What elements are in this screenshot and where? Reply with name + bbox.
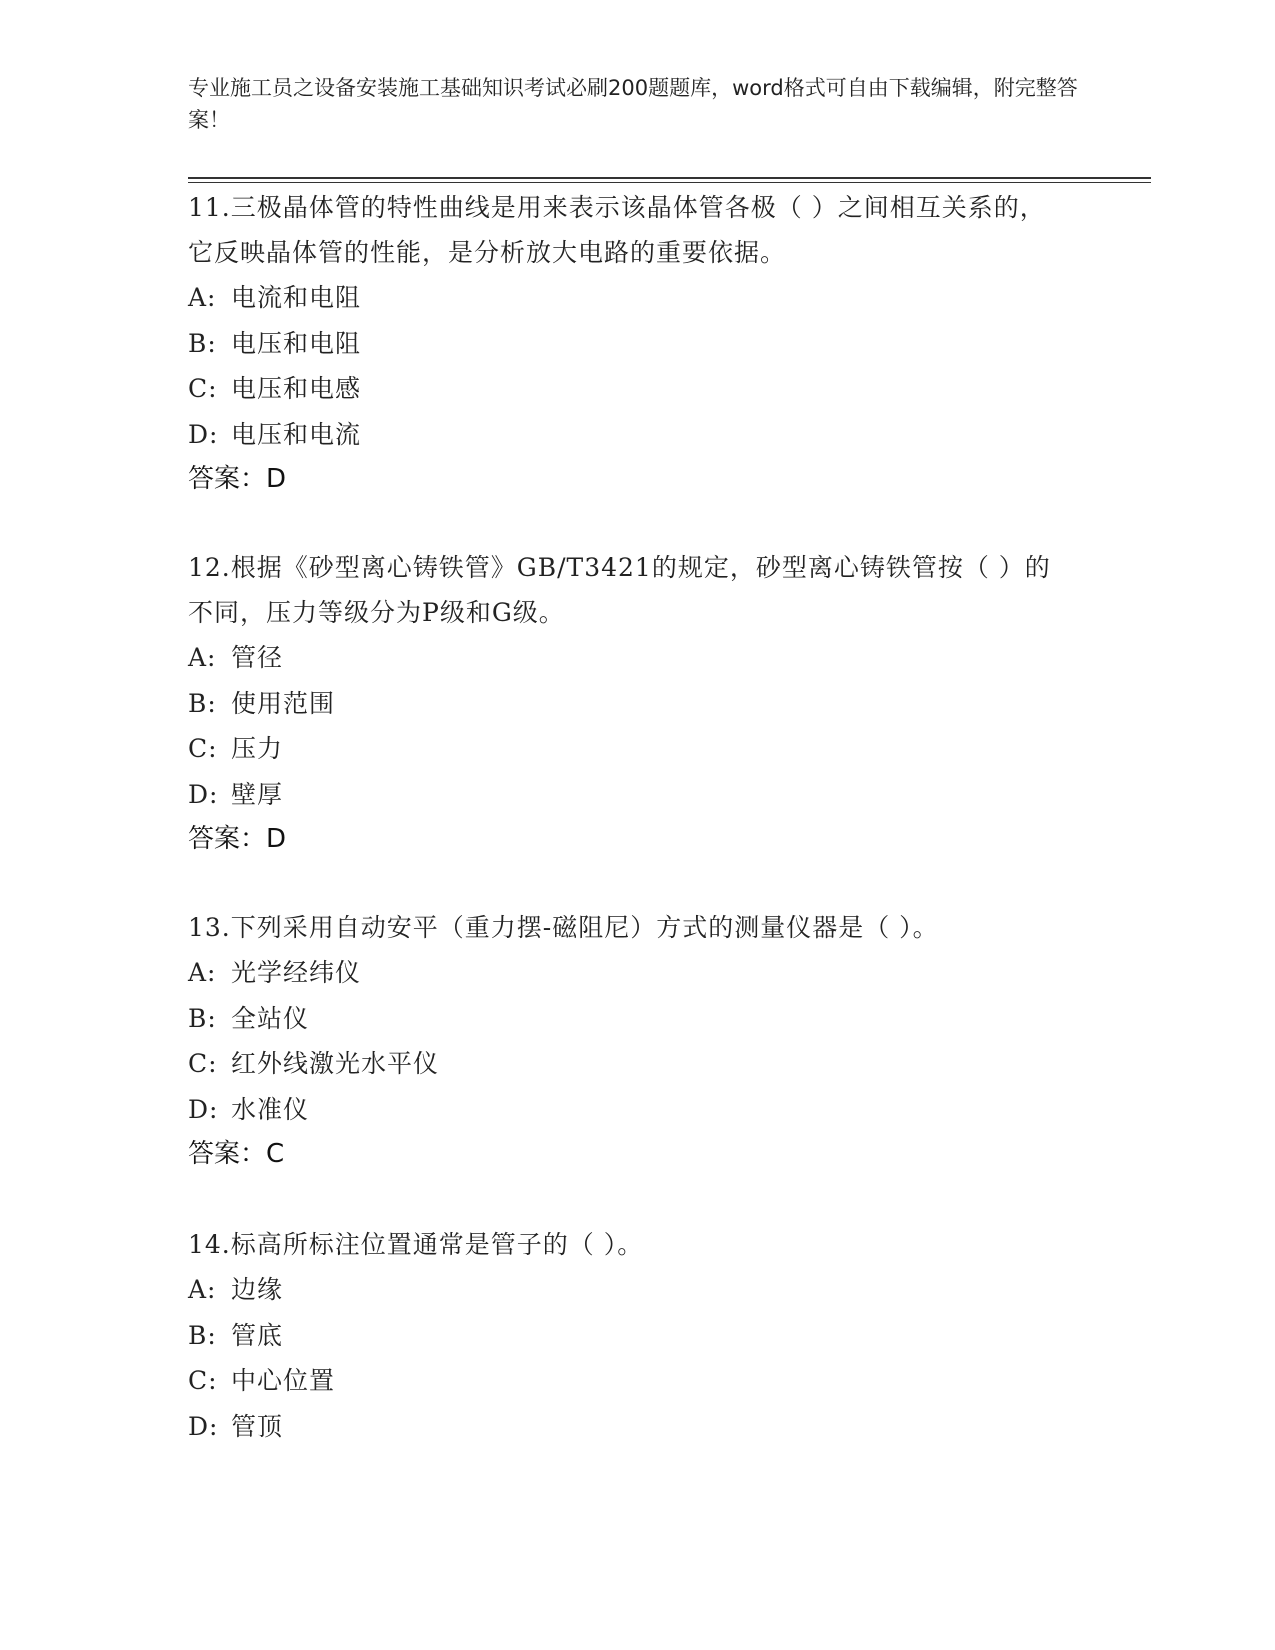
header-divider	[188, 177, 1151, 179]
option-text: 壁厚	[231, 779, 284, 809]
option-key: C:	[188, 1049, 218, 1078]
option-text: 光学经纬仪	[231, 958, 362, 987]
option-b	[188, 321, 1068, 367]
option-key: C:	[188, 1366, 218, 1395]
document-header: 专业施工员之设备安装施工基础知识考试必刷200题题库，word格式可自由下载编辑，附完整答案！	[188, 76, 1078, 132]
option-a	[188, 275, 1068, 321]
question-block	[188, 545, 1068, 862]
option-c	[188, 726, 1068, 772]
question-block	[188, 1222, 1068, 1449]
option-a	[188, 635, 1068, 681]
option-key: B:	[188, 688, 217, 718]
option-key: D:	[188, 1094, 219, 1124]
option-key: D:	[188, 419, 219, 449]
option-c	[188, 366, 1068, 412]
question-block	[188, 185, 1068, 502]
question-block	[188, 905, 1068, 1177]
option-key: A:	[188, 283, 217, 312]
option-c	[188, 1358, 1068, 1404]
option-text: 水准仪	[231, 1094, 310, 1124]
question-text: 14.标高所标注位置通常是管子的（ ）。	[188, 1230, 644, 1259]
option-text: 管径	[231, 643, 284, 672]
option-text: 管顶	[231, 1411, 284, 1441]
option-a	[188, 950, 1068, 996]
option-text: 使用范围	[231, 688, 336, 718]
answer-label: 答案：D	[188, 824, 287, 854]
option-text: 电压和电阻	[231, 328, 362, 358]
option-text: 全站仪	[231, 1003, 310, 1033]
option-text: 电流和电阻	[231, 283, 362, 312]
answer-label: 答案：C	[188, 1139, 285, 1169]
header-divider-thin	[188, 182, 1151, 183]
option-key: A:	[188, 1275, 217, 1304]
option-text: 边缘	[231, 1275, 284, 1304]
answer-label: 答案：D	[188, 464, 287, 494]
question-text: 13.下列采用自动安平（重力摆-磁阻尼）方式的测量仪器是（ ）。	[188, 913, 939, 942]
option-text: 电压和电流	[231, 419, 362, 449]
option-key: C:	[188, 374, 218, 403]
option-text: 压力	[231, 734, 284, 763]
option-key: A:	[188, 958, 217, 987]
option-key: B:	[188, 1320, 217, 1350]
option-b	[188, 996, 1068, 1042]
option-key: D:	[188, 779, 219, 809]
option-key: D:	[188, 1411, 219, 1441]
option-text: 电压和电感	[231, 374, 362, 403]
option-d	[188, 1087, 1068, 1133]
option-key: C:	[188, 734, 218, 763]
question-text: 12.根据《砂型离心铸铁管》GB/T3421的规定，砂型离心铸铁管按（ ）的不同，压力等级分为P级和G级。	[188, 553, 1051, 627]
option-d	[188, 412, 1068, 458]
option-a	[188, 1267, 1068, 1313]
option-text: 中心位置	[231, 1366, 336, 1395]
option-text: 红外线激光水平仪	[231, 1049, 440, 1078]
option-b	[188, 1313, 1068, 1359]
option-c	[188, 1041, 1068, 1087]
option-text: 管底	[231, 1320, 284, 1350]
option-key: A:	[188, 643, 217, 672]
option-d	[188, 772, 1068, 818]
question-text: 11.三极晶体管的特性曲线是用来表示该晶体管各极（ ）之间相互关系的，它反映晶体管的性能，是分析放大电路的重要依据。	[188, 193, 1046, 267]
option-b	[188, 681, 1068, 727]
option-d	[188, 1404, 1068, 1450]
option-key: B:	[188, 1003, 217, 1033]
option-key: B:	[188, 328, 217, 358]
